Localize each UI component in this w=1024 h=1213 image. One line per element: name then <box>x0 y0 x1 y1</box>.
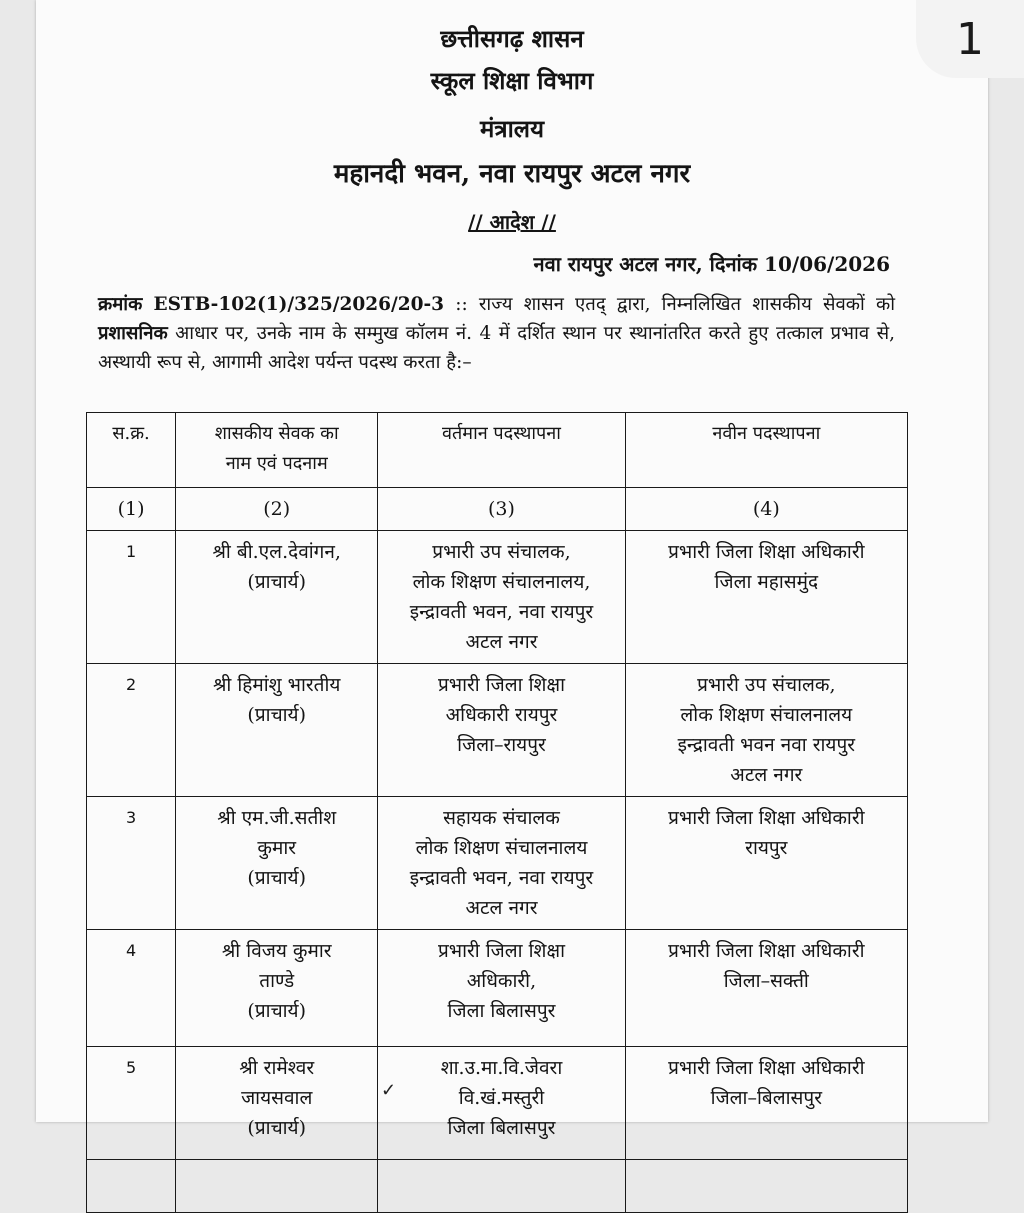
employee-name-cell <box>176 797 378 930</box>
new-posting-line: लोक शिक्षण संचालनालय <box>680 704 853 726</box>
empty-cell <box>176 1160 378 1213</box>
new-posting-line: जिला–बिलासपुर <box>710 1087 822 1109</box>
office-address: महानदी भवन, नवा रायपुर अटल नगर <box>333 159 691 189</box>
current-posting-line: लोक शिक्षण संचालनालय, <box>412 571 591 593</box>
employee-name-line: श्री बी.एल.देवांगन, <box>212 541 341 563</box>
employee-name-line: ताण्डे <box>259 970 295 992</box>
table-row-partial <box>87 1160 908 1213</box>
current-posting-line: अटल नगर <box>465 631 538 653</box>
column-number: (2) <box>176 488 378 531</box>
employee-name-line: (प्राचार्य) <box>247 1117 306 1139</box>
table-row <box>87 531 908 664</box>
header-serial: स.क्र. <box>87 413 176 488</box>
employee-name-line: (प्राचार्य) <box>247 1000 306 1022</box>
new-posting-line: जिला महासमुंद <box>714 571 819 593</box>
employee-name-cell <box>176 664 378 797</box>
current-posting-line: सहायक संचालक <box>443 807 560 829</box>
pen-tick-mark-icon: ✓ <box>381 1080 397 1101</box>
table-row <box>87 1047 908 1160</box>
employee-name-line: जायसवाल <box>241 1087 313 1109</box>
current-posting-cell <box>378 930 625 1047</box>
employee-name-line: कुमार <box>257 837 297 859</box>
serial-number: 5 <box>87 1047 176 1160</box>
current-posting-line: वि.खं.मस्तुरी <box>458 1087 545 1109</box>
new-posting-line: प्रभारी जिला शिक्षा अधिकारी <box>668 1057 865 1079</box>
new-posting-cell <box>625 1047 907 1160</box>
empty-cell <box>378 1160 625 1213</box>
new-posting-line: प्रभारी जिला शिक्षा अधिकारी <box>668 940 865 962</box>
employee-name-line: श्री हिमांशु भारतीय <box>212 674 341 696</box>
order-number: ESTB-102(1)/325/2026/20-3 <box>153 294 445 315</box>
department-name: स्कूल शिक्षा विभाग <box>430 66 594 95</box>
employee-name-cell <box>176 531 378 664</box>
new-posting-line: इन्द्रावती भवन नवा रायपुर <box>677 734 856 756</box>
column-number: (1) <box>87 488 176 531</box>
current-posting-line: जिला बिलासपुर <box>447 1117 556 1139</box>
table-row <box>87 664 908 797</box>
new-posting-line: प्रभारी उप संचालक, <box>697 674 836 696</box>
column-number: (3) <box>378 488 625 531</box>
header-current-posting: वर्तमान पदस्थापना <box>378 413 625 488</box>
current-posting-line: लोक शिक्षण संचालनालय <box>415 837 588 859</box>
order-text-a: :: राज्य शासन एतद् द्वारा, निम्नलिखित शासकीय सेवकों को <box>455 294 895 315</box>
order-body <box>98 290 895 377</box>
current-posting-line: अधिकारी रायपुर <box>445 704 558 726</box>
column-number-row <box>87 488 908 531</box>
current-posting-line: जिला बिलासपुर <box>447 1000 556 1022</box>
employee-name-cell <box>176 930 378 1047</box>
table-row <box>87 797 908 930</box>
current-posting-line: इन्द्रावती भवन, नवा रायपुर <box>409 601 594 623</box>
empty-cell <box>625 1160 907 1213</box>
current-posting-line: जिला–रायपुर <box>457 734 546 756</box>
employee-name-line: (प्राचार्य) <box>247 571 306 593</box>
new-posting-cell <box>625 797 907 930</box>
page-number-badge: 1 <box>916 0 1024 78</box>
order-title: // आदेश // <box>468 210 556 234</box>
serial-number: 1 <box>87 531 176 664</box>
employee-name-cell <box>176 1047 378 1160</box>
current-posting-cell <box>378 1047 625 1160</box>
ministry-label: मंत्रालय <box>479 114 544 143</box>
new-posting-line: अटल नगर <box>730 764 803 786</box>
order-text-b: आधार पर, उनके नाम के सम्मुख कॉलम नं. 4 में दर्शित स्थान पर स्थानांतरित करते हुए तत्काल प्रभाव से, अस्थायी रूप से, आगामी आदेश पर्यन्त पदस्थ करता है:– <box>98 323 895 373</box>
govt-name: छत्तीसगढ़ शासन <box>440 24 584 53</box>
header-name-line: नाम एवं पदनाम <box>225 453 328 474</box>
employee-name-line: श्री विजय कुमार <box>221 940 332 962</box>
header-name <box>176 413 378 488</box>
new-posting-line: जिला–सक्ती <box>723 970 809 992</box>
current-posting-line: शा.उ.मा.वि.जेवरा <box>440 1057 563 1079</box>
current-posting-line: प्रभारी उप संचालक, <box>432 541 571 563</box>
new-posting-cell <box>625 664 907 797</box>
current-posting-line: इन्द्रावती भवन, नवा रायपुर <box>409 867 594 889</box>
document-page <box>36 0 988 1139</box>
table-header-row <box>87 413 908 488</box>
current-posting-line: अटल नगर <box>465 897 538 919</box>
empty-cell <box>87 1160 176 1213</box>
table-row <box>87 930 908 1047</box>
serial-number: 2 <box>87 664 176 797</box>
current-posting-cell <box>378 797 625 930</box>
current-posting-line: प्रभारी जिला शिक्षा <box>437 674 566 696</box>
current-posting-cell <box>378 664 625 797</box>
new-posting-cell <box>625 930 907 1047</box>
new-posting-cell <box>625 531 907 664</box>
current-posting-line: प्रभारी जिला शिक्षा <box>437 940 566 962</box>
order-bold-word: प्रशासनिक <box>98 323 168 344</box>
new-posting-line: प्रभारी जिला शिक्षा अधिकारी <box>668 541 865 563</box>
date-line: नवा रायपुर अटल नगर, दिनांक 10/06/2026 <box>533 252 890 276</box>
employee-name-line: श्री रामेश्वर <box>239 1057 315 1079</box>
serial-number: 3 <box>87 797 176 930</box>
order-prefix: क्रमांक <box>98 294 143 315</box>
transfer-table <box>86 412 908 1213</box>
serial-number: 4 <box>87 930 176 1047</box>
current-posting-line: अधिकारी, <box>466 970 537 992</box>
column-number: (4) <box>625 488 907 531</box>
employee-name-line: (प्राचार्य) <box>247 704 306 726</box>
new-posting-line: प्रभारी जिला शिक्षा अधिकारी <box>668 807 865 829</box>
current-posting-cell <box>378 531 625 664</box>
employee-name-line: श्री एम.जी.सतीश <box>217 807 337 829</box>
new-posting-line: रायपुर <box>745 837 788 859</box>
header-name-line: शासकीय सेवक का <box>214 423 339 444</box>
employee-name-line: (प्राचार्य) <box>247 867 306 889</box>
header-new-posting: नवीन पदस्थापना <box>625 413 907 488</box>
